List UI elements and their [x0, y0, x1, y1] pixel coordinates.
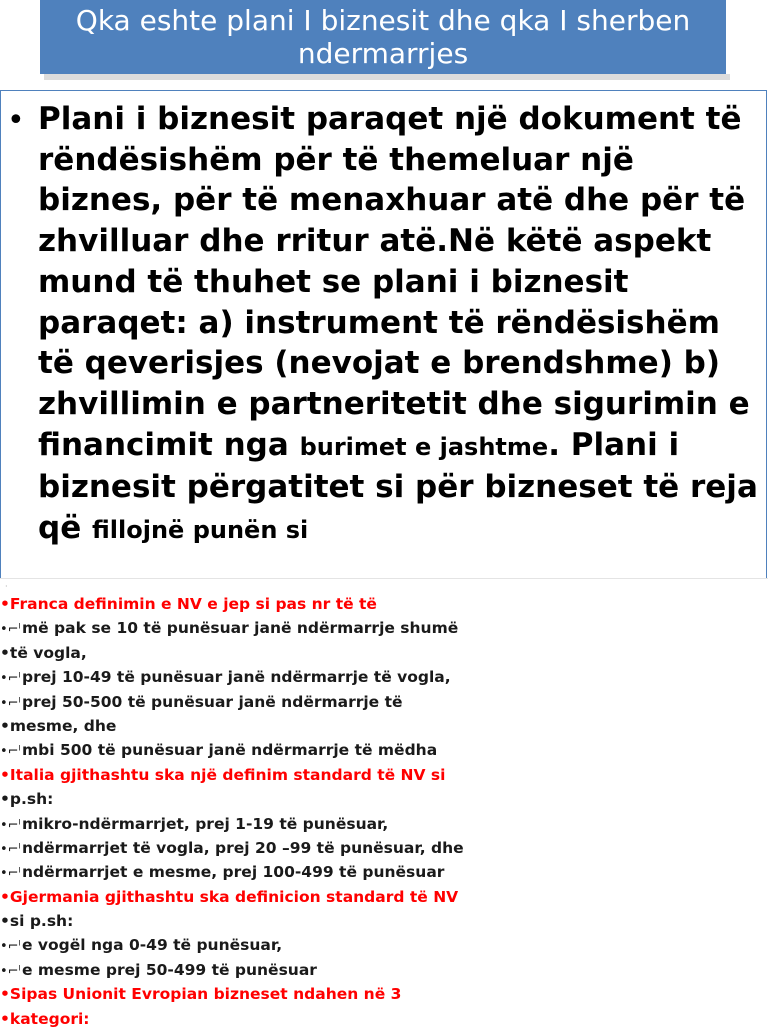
list-line: [0, 665, 768, 689]
top-mark: ·: [5, 582, 8, 591]
list-line: [0, 787, 768, 811]
list-line: [0, 690, 768, 714]
list-glyph: •⌐ˡ: [0, 939, 21, 955]
list-line: [0, 763, 768, 787]
list-line: [0, 860, 768, 884]
slide-content-box: [0, 90, 767, 578]
list-line-text: •kategori:: [0, 1009, 90, 1028]
list-line-text: •p.sh:: [0, 790, 54, 809]
list-line: [0, 738, 768, 762]
paragraph-part-3: . Plani i biznesit përgatitet si për bizneset të reja që: [38, 426, 758, 547]
list-glyph: •⌐ˡ: [0, 622, 21, 638]
paragraph-part-4: fillojnë punën si: [92, 516, 309, 545]
list-glyph: •⌐ˡ: [0, 841, 21, 857]
list-line: [0, 933, 768, 957]
main-paragraph: [38, 99, 766, 551]
list-line-text: e vogël nga 0-49 të punësuar,: [22, 936, 283, 955]
list-line-text: ndërmarrjet të vogla, prej 20 –99 të punësuar, dhe: [22, 838, 464, 857]
list-line-text: •Gjermania gjithashtu ska definicion standard të NV: [0, 887, 459, 906]
list-line: [0, 812, 768, 836]
list-line: [0, 592, 768, 616]
list-line: [0, 836, 768, 860]
section-divider: [0, 578, 768, 579]
list-line-text: mbi 500 të punësuar janë ndërmarrje të mëdha: [22, 741, 438, 760]
list-line-text: •Franca definimin e NV e jep si pas nr të të: [0, 595, 377, 613]
list-line: [0, 1007, 768, 1031]
list-line-text: e mesme prej 50-499 të punësuar: [22, 960, 317, 979]
paragraph-part-1: Plani i biznesit paraqet një dokument të rëndësishëm për të themeluar një biznes, për të menaxhuar atë dhe për të zhvilluar dhe rritur atë.Në këtë aspekt mund të thuhet se plani i biznesit paraqet: a) instrument të rëndësishëm të qeverisjes (nevojat e brendshme) b) zhvillimin e partneritetit dhe sigurimin e financimit nga: [38, 101, 750, 463]
list-line-text: prej 50-500 të punësuar janë ndërmarrje të: [22, 692, 403, 711]
list-line-text: më pak se 10 të punësuar janë ndërmarrje shumë: [22, 619, 459, 638]
list-glyph: •⌐ˡ: [0, 817, 21, 833]
list-line: [0, 885, 768, 909]
list-glyph: •⌐ˡ: [0, 671, 21, 687]
list-glyph: •⌐ˡ: [0, 695, 21, 711]
list-line-text: •të vogla,: [0, 643, 87, 662]
list-line-text: prej 10-49 të punësuar janë ndërmarrje të vogla,: [22, 668, 451, 687]
list-line-text: •Italia gjithashtu ska një definim standard të NV si: [0, 765, 446, 784]
list-glyph: •⌐ˡ: [0, 744, 21, 760]
list-line: [0, 909, 768, 933]
lower-text-list: [0, 592, 768, 1031]
list-line: [0, 958, 768, 982]
list-line: [0, 641, 768, 665]
list-line-text: ndërmarrjet e mesme, prej 100-499 të punësuar: [22, 863, 445, 882]
list-line-text: •mesme, dhe: [0, 716, 117, 735]
list-line-text: mikro-ndërmarrjet, prej 1-19 të punësuar,: [22, 814, 389, 833]
list-glyph: •⌐ˡ: [0, 866, 21, 882]
list-glyph: •⌐ˡ: [0, 963, 21, 979]
title-shadow: [44, 74, 730, 80]
list-line: [0, 982, 768, 1006]
bullet-icon: •: [7, 103, 25, 138]
list-line-text: •Sipas Unionit Evropian bizneset ndahen në 3: [0, 985, 402, 1004]
slide-title: Qka eshte plani I biznesit dhe qka I sherben ndermarrjes: [40, 0, 726, 74]
list-line-text: •si p.sh:: [0, 912, 74, 931]
list-line: [0, 616, 768, 640]
paragraph-part-2: burimet e jashtme: [299, 432, 549, 461]
list-line: [0, 714, 768, 738]
